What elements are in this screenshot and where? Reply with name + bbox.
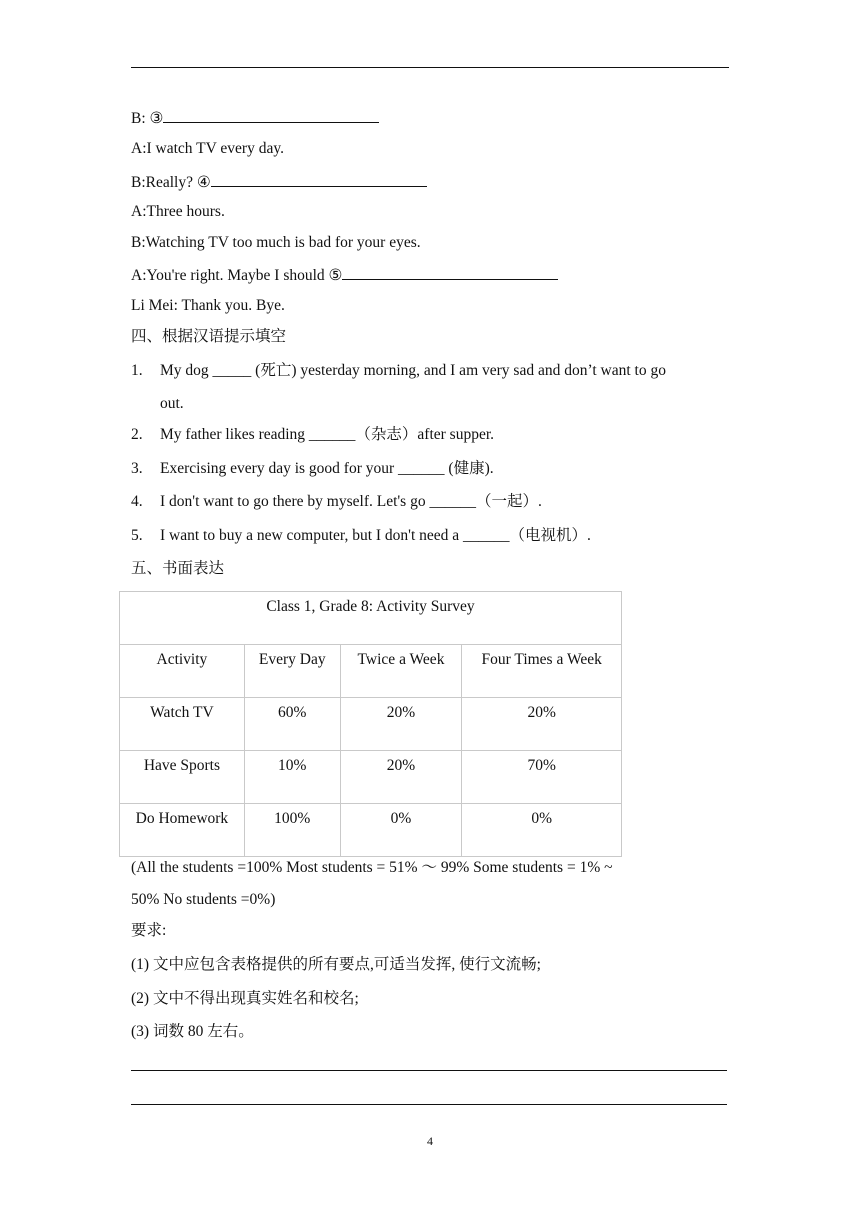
answer-blank[interactable] xyxy=(342,264,558,280)
top-rule xyxy=(131,67,729,68)
answer-blank[interactable] xyxy=(163,107,379,123)
item-number: 1. xyxy=(131,362,143,379)
item-text: I don't want to go there by myself. Let's go ______（一起）. xyxy=(160,493,542,510)
survey-note-continued: 50% No students =0%) xyxy=(131,891,276,908)
table-row xyxy=(120,751,622,804)
writing-line[interactable] xyxy=(131,1070,727,1071)
table-row xyxy=(120,698,622,751)
table-header-cell: Every Day xyxy=(244,645,340,698)
requirements-label: 要求: xyxy=(131,922,167,939)
item-text: My father likes reading ______（杂志）after supper. xyxy=(160,426,495,443)
item-number: 4. xyxy=(131,493,143,510)
section4-heading: 四、根据汉语提示填空 xyxy=(131,328,287,345)
table-title: Class 1, Grade 8: Activity Survey xyxy=(120,592,622,645)
dialogue-line: A:You're right. Maybe I should ⑤ xyxy=(131,264,558,286)
table-cell: Watch TV xyxy=(120,698,245,751)
item-text: I want to buy a new computer, but I don't need a ______（电视机）. xyxy=(160,527,591,544)
item-text: My dog _____ (死亡) yesterday morning, and I am very sad and don’t want to go xyxy=(160,362,666,379)
table-header-cell: Four Times a Week xyxy=(462,645,622,698)
answer-blank[interactable] xyxy=(211,171,427,187)
item-number: 2. xyxy=(131,426,143,443)
requirement-item: (1) 文中应包含表格提供的所有要点,可适当发挥, 使行文流畅; xyxy=(131,956,541,973)
page-number: 4 xyxy=(427,1134,433,1148)
dialogue-line: Li Mei: Thank you. Bye. xyxy=(131,297,285,314)
table-cell: 70% xyxy=(462,751,622,804)
item-text-continued: out. xyxy=(160,395,184,412)
survey-note: (All the students =100% Most students = 51% ～ 99% Some students = 1% ~ xyxy=(131,859,613,876)
table-cell: 0% xyxy=(462,804,622,857)
dialogue-line: B: ③ xyxy=(131,107,379,129)
table-header-cell: Activity xyxy=(120,645,245,698)
item-number: 5. xyxy=(131,527,143,544)
requirement-item: (2) 文中不得出现真实姓名和校名; xyxy=(131,990,359,1007)
table-cell: 20% xyxy=(462,698,622,751)
table-header-cell: Twice a Week xyxy=(340,645,462,698)
table-cell: 60% xyxy=(244,698,340,751)
table-cell: 0% xyxy=(340,804,462,857)
dialogue-line: A:I watch TV every day. xyxy=(131,140,284,157)
section5-heading: 五、书面表达 xyxy=(131,560,225,577)
table-cell: 20% xyxy=(340,698,462,751)
table-cell: Do Homework xyxy=(120,804,245,857)
table-cell: 10% xyxy=(244,751,340,804)
table-row xyxy=(120,804,622,857)
table-cell: Have Sports xyxy=(120,751,245,804)
table-cell: 20% xyxy=(340,751,462,804)
dialogue-line: B:Watching TV too much is bad for your eyes. xyxy=(131,234,421,251)
item-text: Exercising every day is good for your ______ (健康). xyxy=(160,460,494,477)
requirement-item: (3) 词数 80 左右。 xyxy=(131,1023,254,1040)
item-number: 3. xyxy=(131,460,143,477)
writing-line[interactable] xyxy=(131,1104,727,1105)
activity-survey-table xyxy=(119,591,622,857)
table-title-row xyxy=(120,592,622,645)
table-cell: 100% xyxy=(244,804,340,857)
dialogue-line: A:Three hours. xyxy=(131,203,225,220)
dialogue-line: B:Really? ④ xyxy=(131,171,427,193)
table-header-row xyxy=(120,645,622,698)
